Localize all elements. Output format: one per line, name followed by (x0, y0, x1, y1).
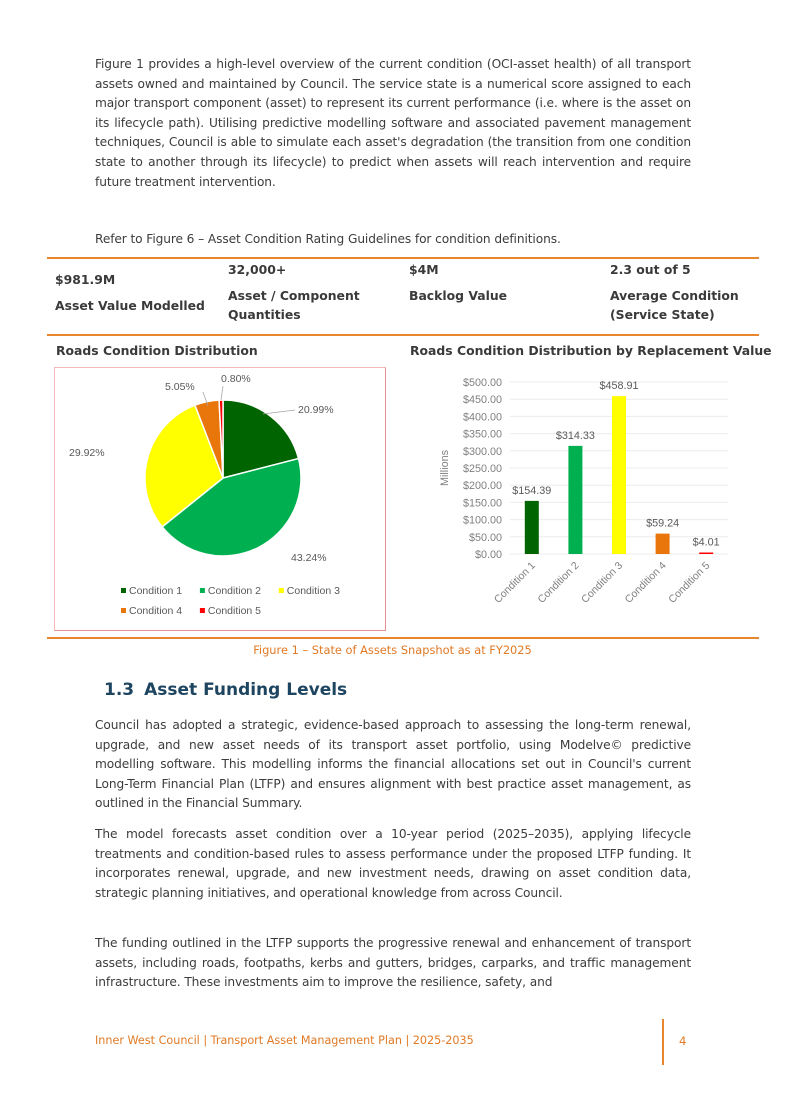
legend-swatch (279, 588, 284, 593)
bar-chart-title: Roads Condition Distribution by Replacement Value (410, 343, 772, 358)
x-tick-label: Condition 1 (491, 559, 538, 606)
stat-label: Average Condition (Service State) (610, 288, 739, 322)
stat-label: Asset / Component Quantities (228, 288, 360, 322)
stat-backlog (409, 262, 507, 305)
x-tick-label: Condition 5 (666, 559, 713, 606)
intro-paragraph: Figure 1 provides a high-level overview of the current condition (OCI-asset health) of all transport assets owned and maintained by Council. The service state is a numerical score assigned to each major transport component (asset) to represent its current performance (i.e. where is the asset on its lifecycle path). Utilising predictive modelling software and associated pavement management techniques, Council is able to simulate each asset's degradation (the transition from one condition state to another through its lifecycle) to predict when assets will reach intervention and require future treatment intervention. (95, 57, 691, 189)
legend-label: Condition 3 (286, 585, 340, 597)
refer-paragraph: Refer to Figure 6 – Asset Condition Rating Guidelines for condition definitions. (95, 232, 561, 246)
y-tick-label: $50.00 (468, 531, 502, 544)
stat-value: 32,000+ (228, 262, 287, 277)
footer-divider (662, 1019, 664, 1065)
section-heading (104, 680, 347, 700)
pie-leader-line (263, 410, 295, 414)
legend-swatch (121, 608, 126, 613)
bar-chart-frame (410, 367, 760, 622)
stats-row (47, 258, 759, 334)
pie-data-label: 20.99% (298, 404, 334, 416)
stat-label: Asset Value Modelled (55, 298, 205, 313)
y-tick-label: $350.00 (462, 428, 502, 441)
stat-quantities (228, 262, 378, 324)
stats-bottom-rule (47, 334, 759, 336)
stat-value: 2.3 out of 5 (610, 262, 691, 277)
stat-average-condition (610, 262, 750, 324)
y-tick-label: $200.00 (462, 480, 502, 493)
section-title: Asset Funding Levels (144, 680, 348, 700)
section-paragraph: Council has adopted a strategic, evidence-based approach to assessing the long-term renewal, upgrade, and new asset needs of its transport asset portfolio, using Modelve© predictive modelling software. This modelling informs the financial allocations set out in Council's current Long-Term Financial Plan (LTFP) and ensures alignment with best practice asset management, as outlined in the Financial Summary. (95, 718, 691, 811)
figure-bottom-rule (47, 637, 759, 639)
pie-data-label: 5.05% (165, 381, 195, 393)
bar-data-label: $154.39 (512, 484, 552, 497)
x-tick-label: Condition 3 (579, 559, 626, 606)
y-tick-label: $0.00 (474, 549, 502, 561)
y-tick-label: $150.00 (462, 497, 502, 510)
y-tick-label: $500.00 (462, 377, 502, 389)
bar-data-label: $314.33 (555, 429, 595, 442)
pie-data-label: 0.80% (221, 373, 251, 385)
bar (612, 396, 626, 554)
section-number: 1.3 (104, 680, 135, 700)
y-tick-label: $450.00 (462, 394, 502, 407)
stat-asset-value (55, 272, 205, 315)
bar-data-label: $458.91 (599, 380, 639, 393)
legend-label: Condition 1 (129, 585, 183, 597)
legend-label: Condition 4 (129, 605, 183, 617)
bar (525, 501, 539, 554)
section-paragraph: The model forecasts asset condition over a 10-year period (2025–2035), applying lifecycle treatments and condition-based rules to assess performance under the proposed LTFP funding. It incorporates renewal, upgrade, and new investment needs, drawing on asset condition data, strategic planning initiatives, and operational knowledge from across Council. (95, 827, 691, 900)
legend-swatch (200, 608, 205, 613)
pie-data-label: 29.92% (69, 447, 105, 459)
page-number: 4 (679, 1034, 687, 1048)
y-tick-label: $250.00 (462, 463, 502, 475)
stat-value: $4M (409, 262, 439, 277)
legend-label: Condition 2 (207, 585, 262, 597)
legend-swatch (200, 588, 205, 593)
y-tick-label: $400.00 (462, 411, 502, 424)
legend-label: Condition 5 (207, 605, 262, 617)
section-paragraph: The funding outlined in the LTFP supports the progressive renewal and enhancement of transport assets, including roads, footpaths, kerbs and gutters, bridges, carparks, and traffic management infrastructure. These investments aim to improve the resilience, safety, and (95, 936, 691, 990)
y-tick-label: $100.00 (462, 514, 502, 527)
x-tick-label: Condition 4 (622, 559, 669, 606)
stat-label: Backlog Value (409, 288, 508, 303)
bar (568, 446, 582, 554)
pie-chart-title: Roads Condition Distribution (56, 343, 258, 358)
bar-chart (410, 367, 760, 622)
bar (699, 553, 713, 555)
pie-chart-frame (54, 367, 386, 631)
bar-data-label: $59.24 (646, 517, 680, 530)
stat-value: $981.9M (55, 272, 116, 287)
y-axis-label: Millions (439, 450, 451, 486)
y-tick-label: $300.00 (462, 445, 502, 458)
pie-data-label: 43.24% (291, 552, 327, 564)
bar-data-label: $4.01 (692, 536, 720, 549)
pie-leader-line (221, 386, 223, 400)
legend-swatch (121, 588, 126, 593)
figure-caption: Figure 1 – State of Assets Snapshot as at FY2025 (253, 643, 532, 657)
footer-text: Inner West Council | Transport Asset Management Plan | 2025-2035 (95, 1034, 474, 1047)
x-tick-label: Condition 2 (535, 559, 582, 606)
pie-chart (55, 368, 385, 630)
bar (656, 534, 670, 554)
